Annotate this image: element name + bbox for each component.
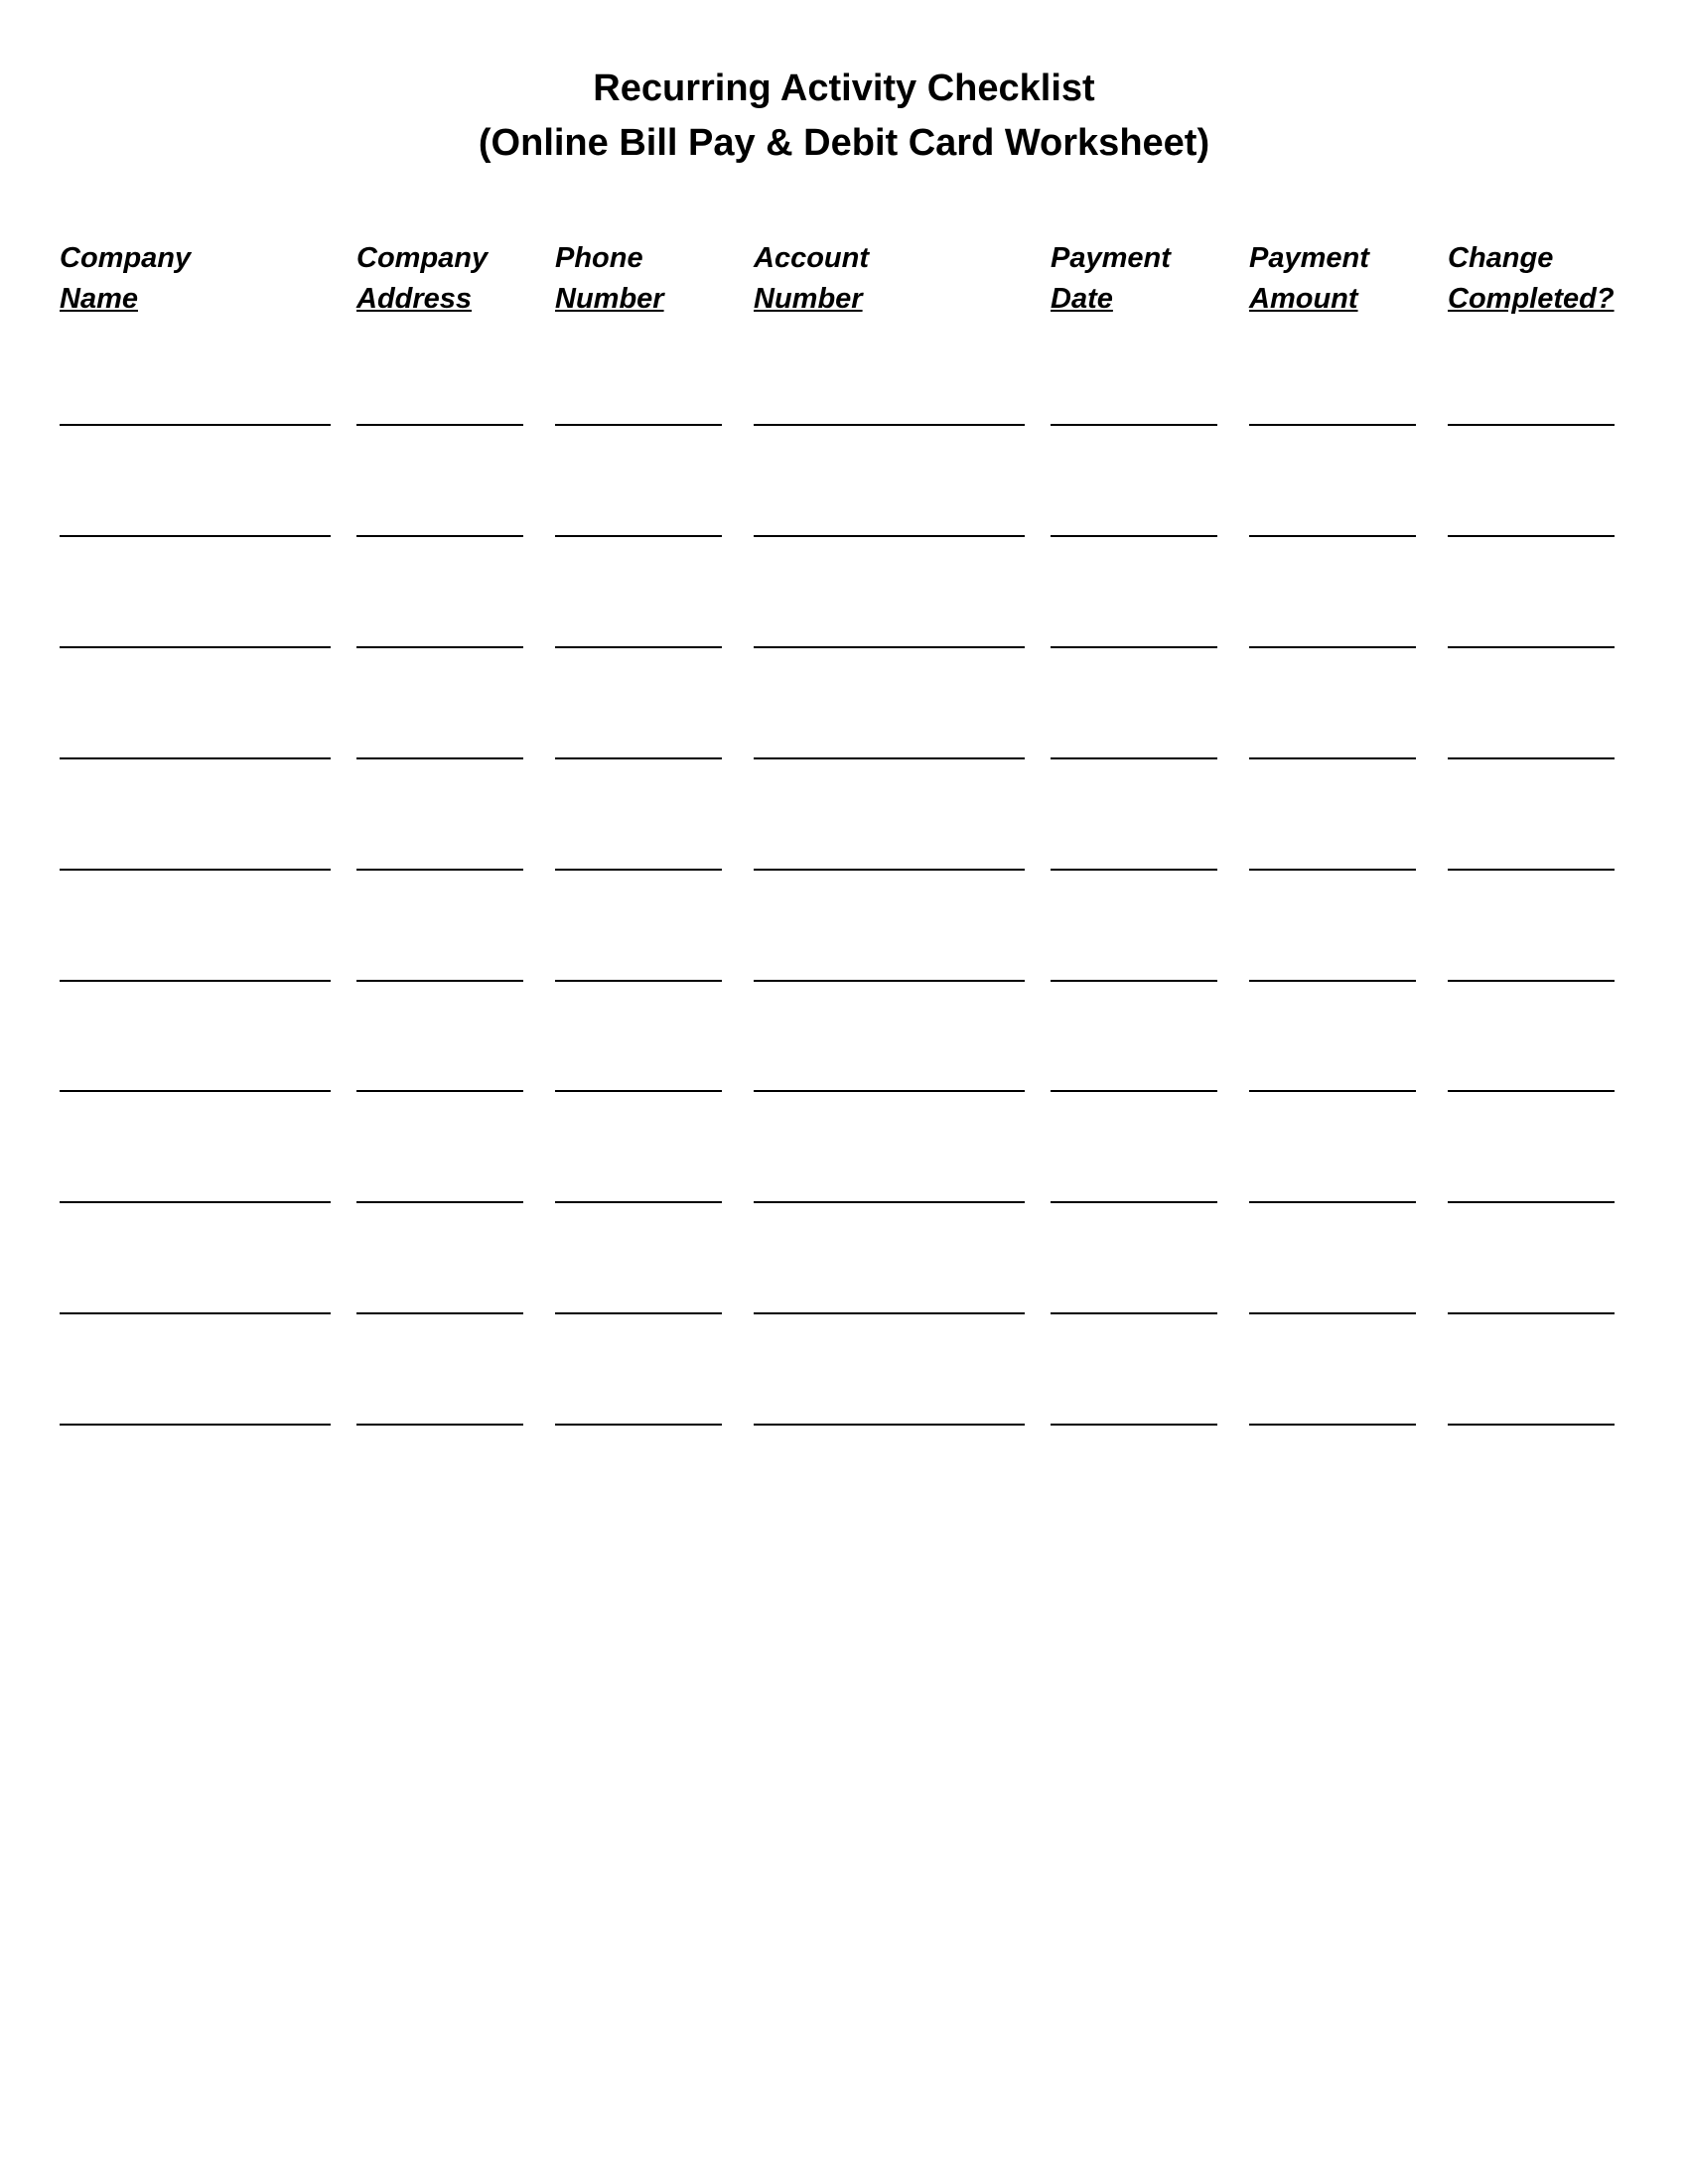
blank-line-company-address xyxy=(356,1090,523,1092)
blank-line-payment-date xyxy=(1051,869,1217,871)
blank-line-payment-amount xyxy=(1249,1090,1416,1092)
column-header-payment-date xyxy=(1051,238,1171,320)
blank-line-payment-date xyxy=(1051,1424,1217,1426)
blank-line-company-address xyxy=(356,1201,523,1203)
blank-line-payment-amount xyxy=(1249,424,1416,426)
blank-line-payment-amount xyxy=(1249,980,1416,982)
blank-line-account-number xyxy=(754,980,1025,982)
column-header-line1: Company xyxy=(356,242,489,274)
blank-line-company-name xyxy=(60,980,331,982)
blank-line-company-address xyxy=(356,1424,523,1426)
worksheet-row xyxy=(0,424,1688,426)
column-header-line2: Date xyxy=(1051,283,1113,315)
column-header-phone-number xyxy=(555,238,664,320)
blank-line-payment-date xyxy=(1051,424,1217,426)
blank-line-account-number xyxy=(754,424,1025,426)
blank-line-company-name xyxy=(60,757,331,759)
column-header-company-address xyxy=(356,238,488,320)
blank-line-payment-date xyxy=(1051,1312,1217,1314)
blank-line-account-number xyxy=(754,1424,1025,1426)
blank-line-payment-amount xyxy=(1249,1424,1416,1426)
column-header-line2: Address xyxy=(356,283,473,315)
blank-line-phone-number xyxy=(555,757,722,759)
blank-line-account-number xyxy=(754,535,1025,537)
blank-line-company-name xyxy=(60,869,331,871)
blank-line-change-completed xyxy=(1448,646,1615,648)
column-header-line1: Account xyxy=(754,242,869,274)
blank-line-company-name xyxy=(60,1424,331,1426)
blank-line-payment-amount xyxy=(1249,869,1416,871)
blank-line-change-completed xyxy=(1448,1312,1615,1314)
blank-line-phone-number xyxy=(555,535,722,537)
blank-line-company-name xyxy=(60,1312,331,1314)
blank-line-company-name xyxy=(60,1090,331,1092)
blank-line-company-address xyxy=(356,757,523,759)
column-header-company-name xyxy=(60,238,191,320)
worksheet-row xyxy=(0,1201,1688,1203)
blank-line-payment-amount xyxy=(1249,757,1416,759)
blank-line-change-completed xyxy=(1448,1090,1615,1092)
blank-line-payment-amount xyxy=(1249,1201,1416,1203)
blank-line-company-address xyxy=(356,869,523,871)
blank-line-change-completed xyxy=(1448,980,1615,982)
blank-line-company-name xyxy=(60,424,331,426)
title-line-2: (Online Bill Pay & Debit Card Worksheet) xyxy=(478,122,1210,164)
blank-line-payment-date xyxy=(1051,646,1217,648)
blank-line-payment-amount xyxy=(1249,535,1416,537)
blank-line-payment-date xyxy=(1051,535,1217,537)
blank-line-change-completed xyxy=(1448,535,1615,537)
blank-line-phone-number xyxy=(555,1201,722,1203)
column-header-line2: Amount xyxy=(1249,283,1358,315)
worksheet-row xyxy=(0,646,1688,648)
blank-line-company-address xyxy=(356,980,523,982)
blank-line-phone-number xyxy=(555,1312,722,1314)
blank-line-payment-date xyxy=(1051,1090,1217,1092)
column-header-account-number xyxy=(754,238,869,320)
blank-line-company-address xyxy=(356,1312,523,1314)
blank-line-account-number xyxy=(754,757,1025,759)
worksheet-row xyxy=(0,757,1688,759)
blank-line-payment-amount xyxy=(1249,1312,1416,1314)
blank-line-change-completed xyxy=(1448,869,1615,871)
worksheet-row xyxy=(0,535,1688,537)
title-line-1: Recurring Activity Checklist xyxy=(593,68,1095,109)
worksheet-row xyxy=(0,980,1688,982)
column-headers xyxy=(0,238,1688,328)
column-header-line2: Number xyxy=(754,283,863,315)
blank-line-change-completed xyxy=(1448,757,1615,759)
worksheet-row xyxy=(0,869,1688,871)
blank-line-change-completed xyxy=(1448,1424,1615,1426)
blank-line-phone-number xyxy=(555,646,722,648)
blank-line-company-address xyxy=(356,424,523,426)
column-header-line1: Payment xyxy=(1249,242,1369,274)
blank-line-payment-date xyxy=(1051,757,1217,759)
blank-line-change-completed xyxy=(1448,424,1615,426)
worksheet-row xyxy=(0,1312,1688,1314)
column-header-line2: Completed? xyxy=(1448,283,1615,315)
blank-line-phone-number xyxy=(555,1424,722,1426)
blank-line-phone-number xyxy=(555,424,722,426)
blank-line-change-completed xyxy=(1448,1201,1615,1203)
blank-line-company-address xyxy=(356,535,523,537)
blank-line-payment-date xyxy=(1051,980,1217,982)
blank-line-phone-number xyxy=(555,869,722,871)
blank-line-phone-number xyxy=(555,1090,722,1092)
blank-line-account-number xyxy=(754,869,1025,871)
blank-line-company-name xyxy=(60,1201,331,1203)
worksheet-row xyxy=(0,1090,1688,1092)
column-header-line1: Company xyxy=(60,242,192,274)
blank-line-account-number xyxy=(754,1090,1025,1092)
column-header-line2: Name xyxy=(60,283,138,315)
blank-line-account-number xyxy=(754,1312,1025,1314)
page-title xyxy=(0,62,1688,171)
blank-line-payment-date xyxy=(1051,1201,1217,1203)
column-header-line2: Number xyxy=(555,283,664,315)
blank-line-company-name xyxy=(60,535,331,537)
blank-line-payment-amount xyxy=(1249,646,1416,648)
column-header-line1: Phone xyxy=(555,242,643,274)
worksheet-row xyxy=(0,1424,1688,1426)
column-header-payment-amount xyxy=(1249,238,1369,320)
column-header-line1: Payment xyxy=(1051,242,1171,274)
column-header-change-completed xyxy=(1448,238,1615,320)
blank-line-account-number xyxy=(754,646,1025,648)
blank-line-company-address xyxy=(356,646,523,648)
column-header-line1: Change xyxy=(1448,242,1554,274)
blank-line-company-name xyxy=(60,646,331,648)
blank-line-account-number xyxy=(754,1201,1025,1203)
blank-line-phone-number xyxy=(555,980,722,982)
